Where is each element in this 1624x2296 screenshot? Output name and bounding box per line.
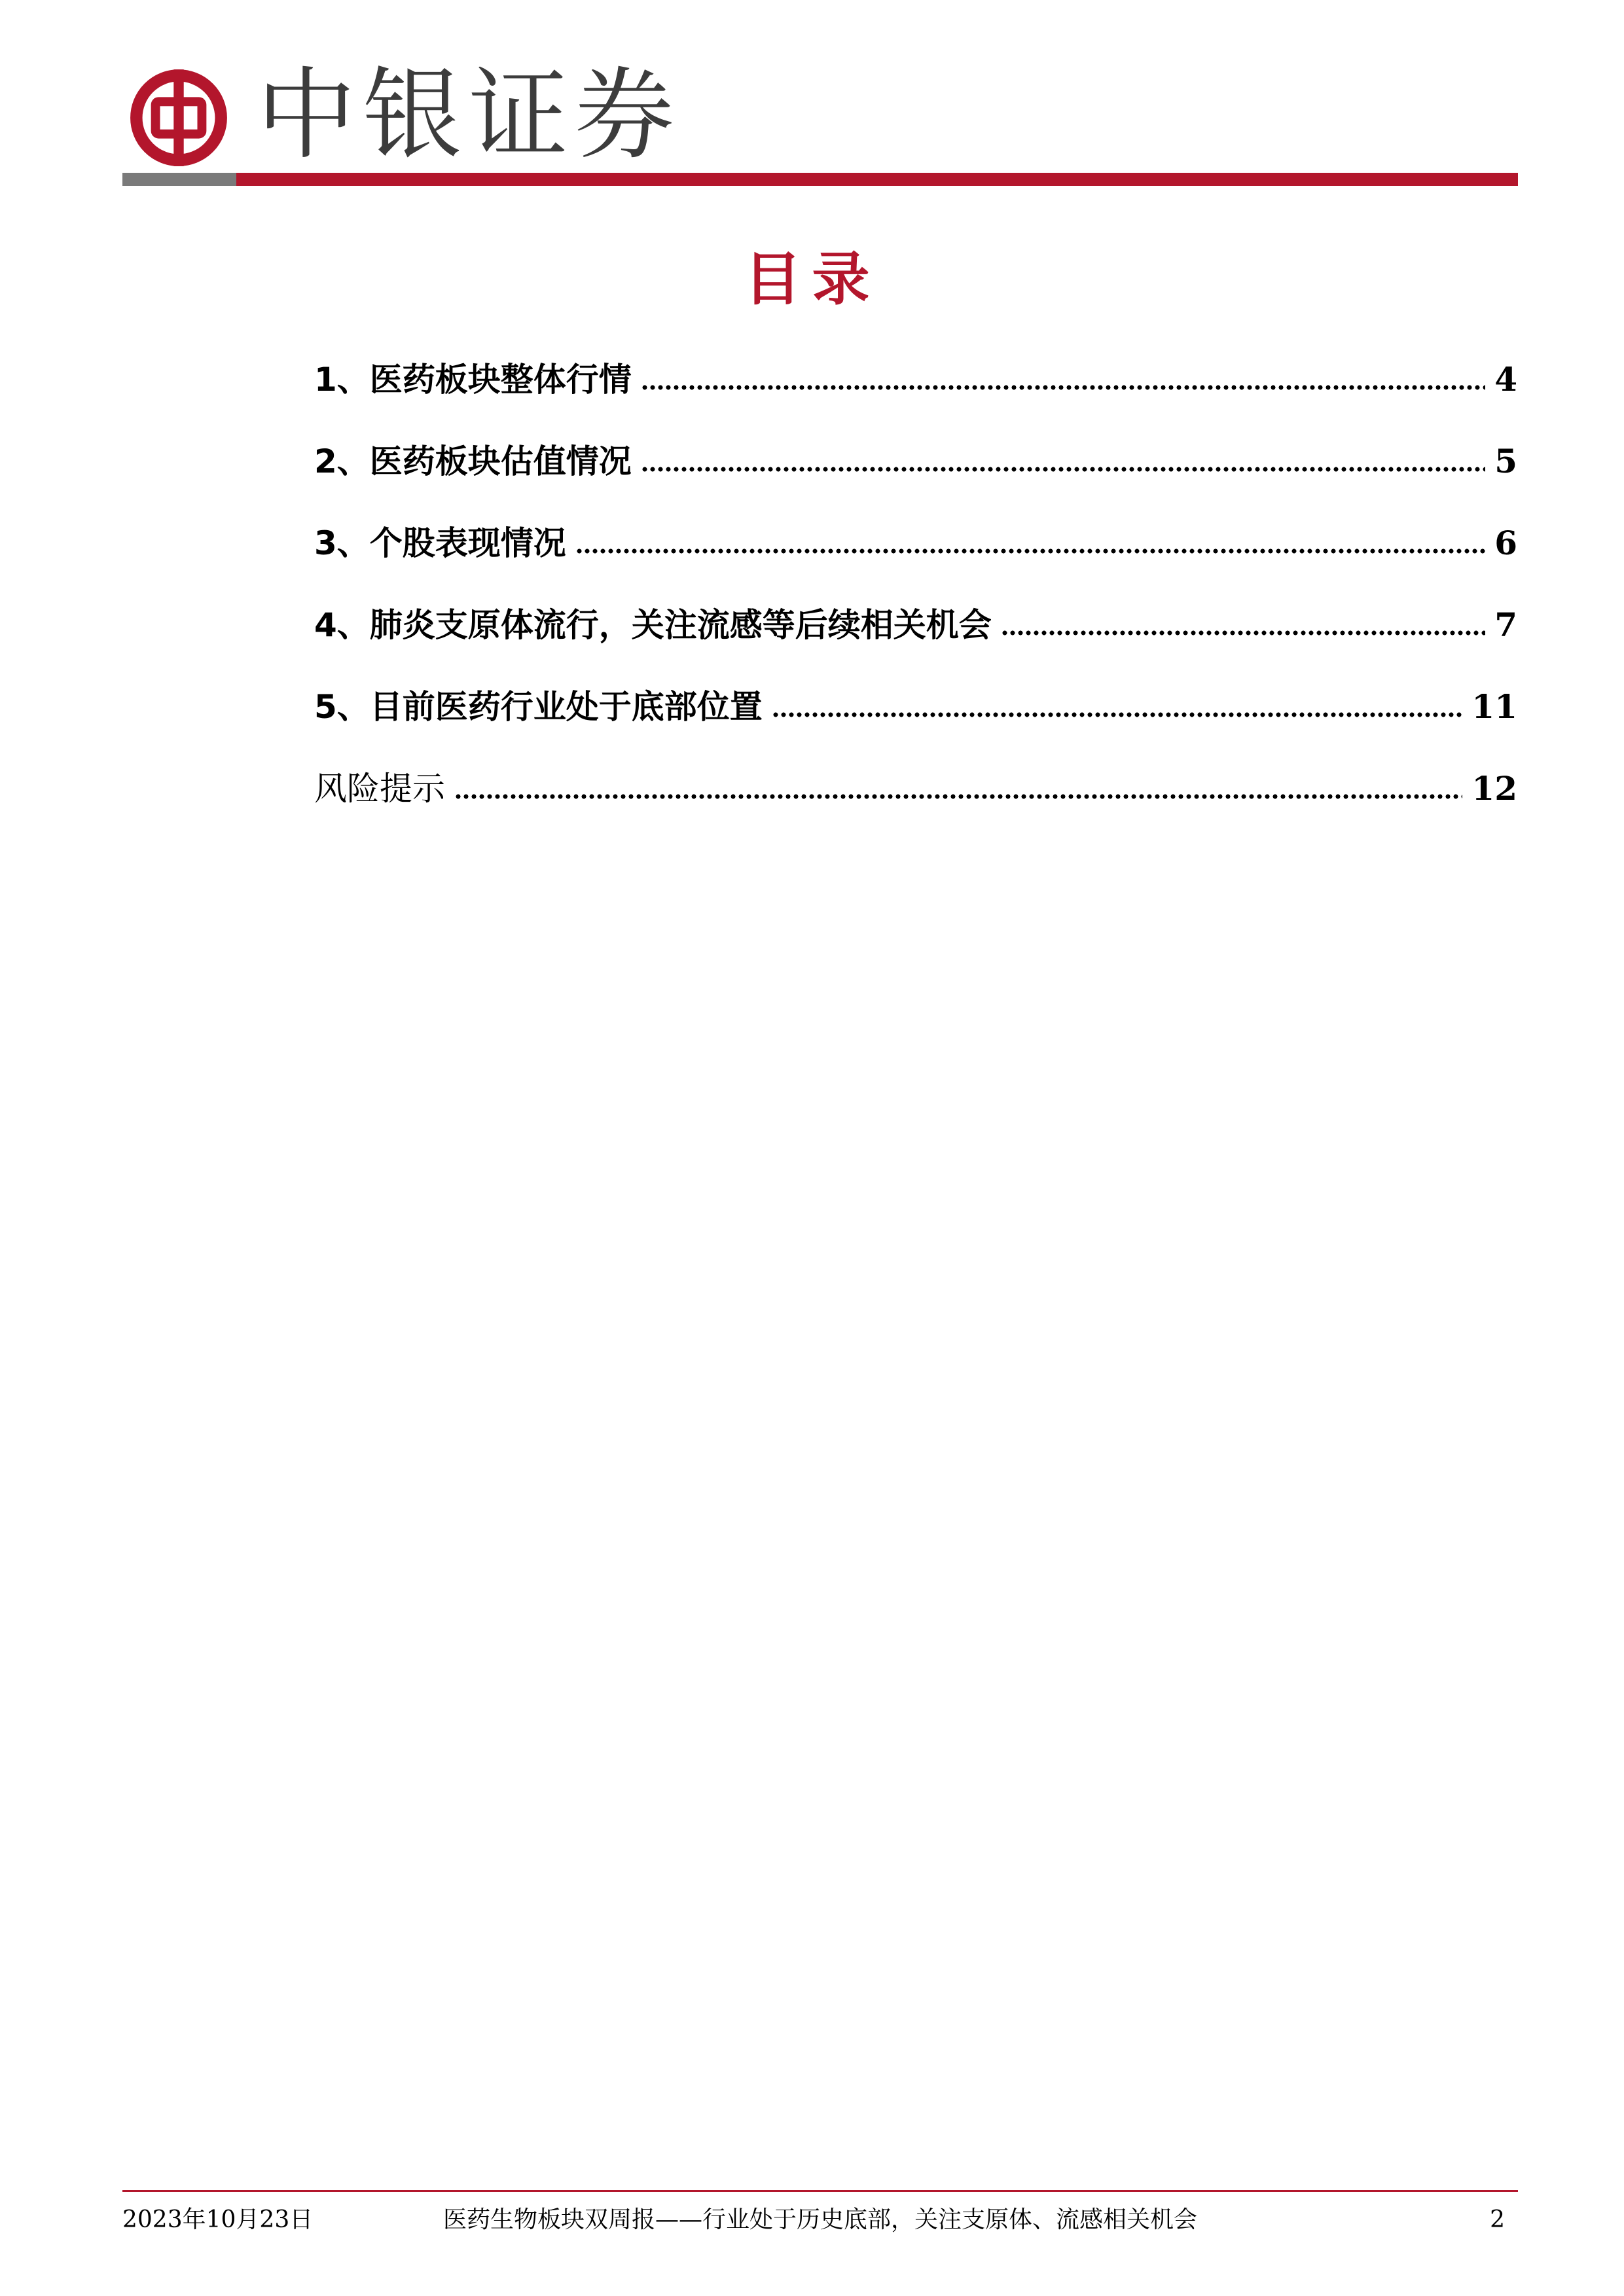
bank-of-china-logo-icon [128,67,229,168]
toc-dot-leader [641,384,1485,391]
footer-date: 2023年10月23日 [122,2206,314,2233]
toc-entry[interactable] [314,511,1517,592]
footer [122,2200,1518,2240]
header-divider-red [236,173,1518,186]
toc-entry-label: 3、个股表现情况 [314,524,566,562]
toc-list [314,347,1517,838]
toc-dot-leader [772,711,1463,718]
footer-divider [122,2190,1518,2192]
toc-entry[interactable] [314,592,1517,674]
footer-page-number: 2 [1490,2206,1505,2233]
toc-entry-page: 7 [1494,605,1517,644]
toc-entry-page: 5 [1494,442,1517,480]
toc-entry[interactable] [314,347,1517,429]
toc-entry-page: 6 [1494,524,1517,562]
toc-entry[interactable] [314,429,1517,511]
toc-entry-page: 11 [1471,687,1517,726]
toc-entry[interactable] [314,756,1517,838]
toc-dot-leader [454,793,1462,800]
toc-entry-label: 风险提示 [314,770,445,808]
toc-dot-leader [575,548,1485,554]
toc-entry-label: 1、医药板块整体行情 [314,361,632,399]
header-divider-gray [122,173,236,186]
brand-name: 中银证券 [257,57,681,173]
toc-entry-page: 12 [1471,769,1517,808]
toc-entry-label: 2、医药板块估值情况 [314,442,632,480]
toc-title: 目录 [744,245,880,313]
toc-entry-label: 4、肺炎支原体流行，关注流感等后续相关机会 [314,606,992,644]
footer-report-title: 医药生物板块双周报——行业处于历史底部，关注支原体、流感相关机会 [443,2206,1198,2233]
toc-dot-leader [1001,630,1485,636]
toc-entry-label: 5、目前医药行业处于底部位置 [314,688,763,726]
toc-entry[interactable] [314,674,1517,756]
toc-dot-leader [641,466,1485,473]
toc-entry-page: 4 [1494,360,1517,399]
